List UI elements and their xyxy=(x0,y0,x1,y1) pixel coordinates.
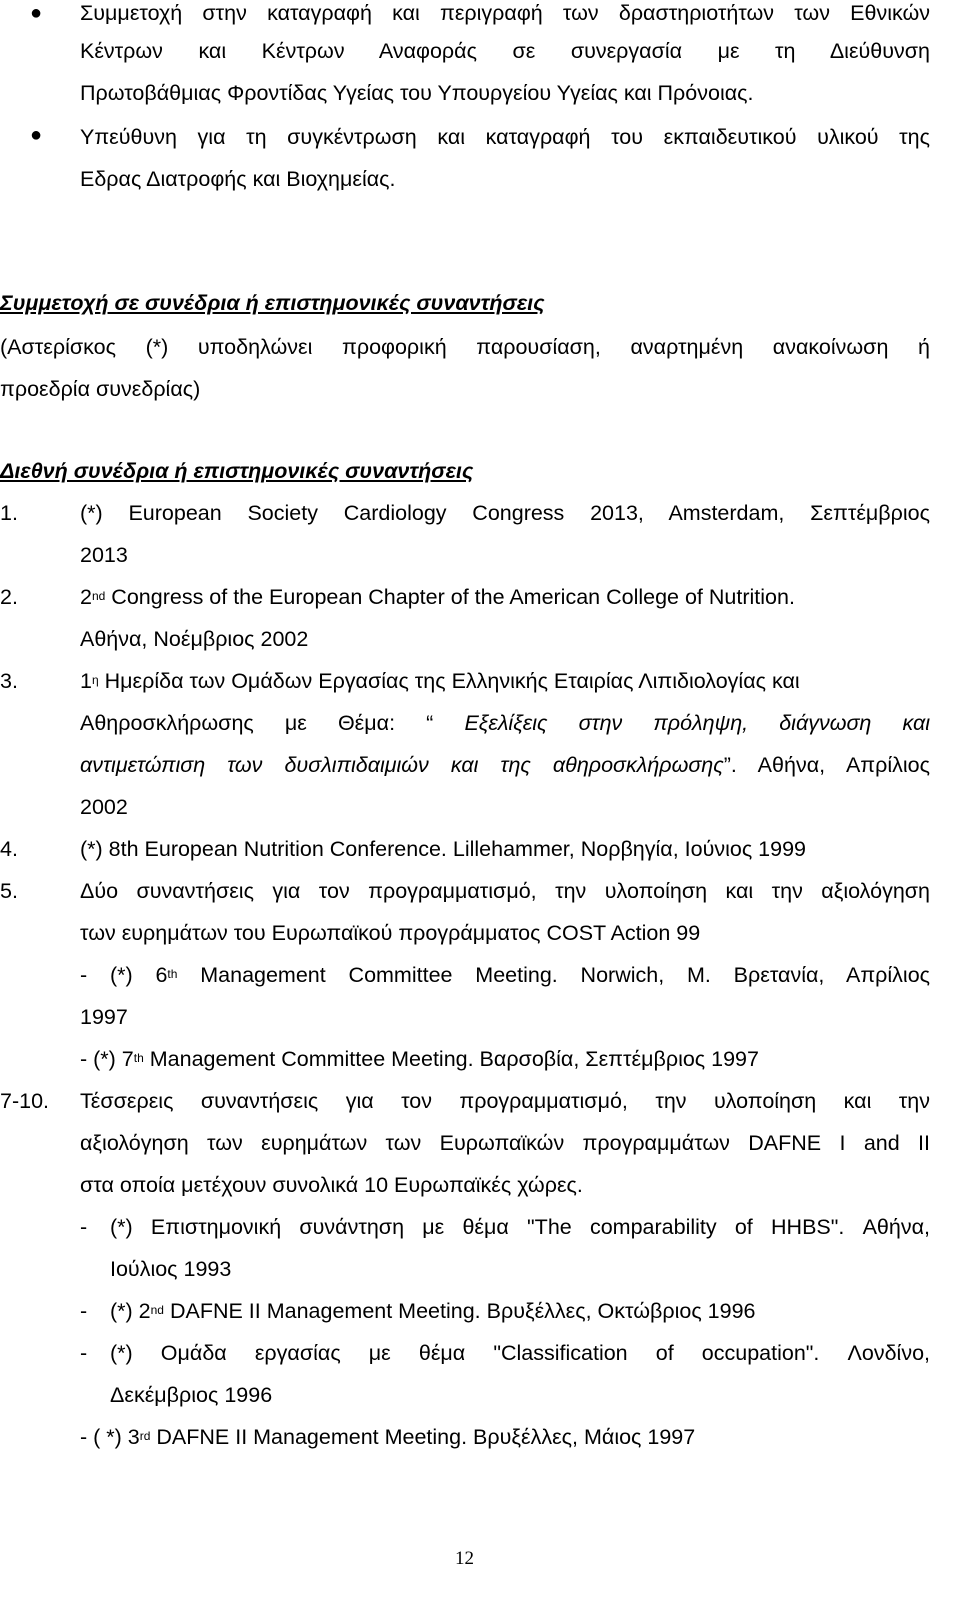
item-4-line-1: (*) 8th European Nutrition Conference. Lillehammer, Νορβηγία, Ιούνιος 1999 xyxy=(80,837,807,861)
item-5-sub-2-text: Management Committee Meeting. Βαρσοβία, Σεπτέμβριος 1997 xyxy=(143,1047,759,1071)
item-3-title: Ημερίδα των Ομάδων Εργασίας της Ελληνικής Εταιρίας Λιπιδιολογίας και xyxy=(98,669,800,693)
item-3-ordinal: 1 xyxy=(80,669,92,693)
subheading: Διεθνή συνέδρια ή επιστημονικές συναντήσεις xyxy=(0,459,474,483)
item-4-number: 4. xyxy=(0,837,18,861)
item-7-10-sub-3-line-2: Δεκέμβριος 1996 xyxy=(110,1383,273,1407)
item-7-10-sub-4-line-1 xyxy=(80,1424,695,1453)
sub-dash: - xyxy=(80,1299,88,1323)
item-7-10-sub-4-text: DAFNE II Management Meeting. Βρυξέλλες, Μάιος 1997 xyxy=(150,1425,696,1449)
item-3-theme-label: Αθηροσκλήρωσης με Θέμα: “ xyxy=(80,711,434,735)
section-heading: Συμμετοχή σε συνέδρια ή επιστημονικές συναντήσεις xyxy=(0,291,545,315)
item-1-line-2: 2013 xyxy=(80,543,128,567)
item-7-10-sub-2-line-1 xyxy=(110,1298,756,1327)
item-3-theme-title-cont: αντιμετώπιση των δυσλιπιδαιμιών και της αθηροσκλήρωσης xyxy=(80,753,724,777)
bullet-2-line-1: Υπεύθυνη για τη συγκέντρωση και καταγραφή του εκπαιδευτικού υλικού της xyxy=(80,125,930,149)
item-7-10-sub-4-lead: - ( *) 3 xyxy=(80,1425,140,1449)
item-7-10-sub-3-line-1: (*) Ομάδα εργασίας με θέμα "Classification of occupation". Λονδίνο, xyxy=(110,1341,930,1365)
note-line-1: (Αστερίσκος (*) υποδηλώνει προφορική παρουσίαση, αναρτημένη ανακοίνωση ή xyxy=(0,335,930,359)
item-3-line-2 xyxy=(80,710,930,736)
item-5-number: 5. xyxy=(0,879,18,903)
item-5-line-1: Δύο συναντήσεις για τον προγραμματισμό, την υλοποίηση και την αξιολόγηση xyxy=(80,879,930,903)
item-2-number: 2. xyxy=(0,585,18,609)
item-2-ordinal-suffix: nd xyxy=(91,589,106,603)
item-5-sub-2-lead: - (*) 7 xyxy=(80,1047,134,1071)
item-7-10-number: 7-10. xyxy=(0,1089,50,1113)
item-2-line-2: Αθήνα, Νοέμβριος 2002 xyxy=(80,627,309,651)
item-1-number: 1. xyxy=(0,501,18,525)
bullet-icon: ● xyxy=(30,124,43,146)
item-7-10-sub-2-suffix: nd xyxy=(150,1303,164,1317)
item-7-10-line-3: στα οποία μετέχουν συνολικά 10 Ευρωπαϊκές χώρες. xyxy=(80,1173,583,1197)
item-5-sub-2-line-1 xyxy=(80,1046,759,1075)
item-5-sub-1-suffix: th xyxy=(167,967,178,981)
item-2-ordinal: 2 xyxy=(80,585,92,609)
item-5-sub-1-line-1 xyxy=(80,962,930,991)
note-line-2: προεδρία συνεδρίας) xyxy=(0,377,201,401)
item-2-title: Congress of the European Chapter of the American College of Nutrition. xyxy=(105,585,795,609)
item-7-10-line-2: αξιολόγηση των ευρημάτων των Ευρωπαϊκών προγραμμάτων DAFNE I and II xyxy=(80,1131,930,1155)
item-5-sub-1-line-2: 1997 xyxy=(80,1005,128,1029)
sub-dash: - xyxy=(80,1341,88,1365)
sub-dash: - xyxy=(80,1215,88,1239)
item-3-number: 3. xyxy=(0,669,18,693)
bullet-1-line-1: Συμμετοχή στην καταγραφή και περιγραφή των δραστηριοτήτων των Εθνικών xyxy=(80,1,930,25)
page-number: 12 xyxy=(455,1548,474,1569)
item-3-theme-title: Εξελίξεις στην πρόληψη, διάγνωση και xyxy=(464,711,930,735)
bullet-2-line-2: Εδρας Διατροφής και Βιοχημείας. xyxy=(80,167,396,191)
item-7-10-sub-1-line-2: Ιούλιος 1993 xyxy=(110,1257,232,1281)
item-7-10-sub-2-lead: (*) 2 xyxy=(110,1299,151,1323)
item-3-ordinal-suffix: η xyxy=(91,673,99,687)
item-2-line-1 xyxy=(80,584,795,613)
item-5-sub-1-lead: - (*) 6 xyxy=(80,963,168,987)
item-3-line-3 xyxy=(80,752,930,778)
item-7-10-sub-2-text: DAFNE II Management Meeting. Βρυξέλλες, Οκτώβριος 1996 xyxy=(163,1299,756,1323)
bullet-icon: ● xyxy=(30,2,43,24)
item-5-sub-2-suffix: th xyxy=(133,1051,144,1065)
item-1-line-1: (*) European Society Cardiology Congress 2013, Amsterdam, Σεπτέμβριος xyxy=(80,501,930,525)
bullet-1-line-3: Πρωτοβάθμιας Φροντίδας Υγείας του Υπουργείου Υγείας και Πρόνοιας. xyxy=(80,81,754,105)
item-3-line-4: 2002 xyxy=(80,795,128,819)
item-7-10-sub-4-suffix: rd xyxy=(139,1429,151,1443)
item-7-10-sub-1-line-1: (*) Επιστημονική συνάντηση με θέμα "The comparability of HHBS". Αθήνα, xyxy=(110,1215,930,1239)
item-3-line-1 xyxy=(80,668,800,697)
item-3-place-date: ”. Αθήνα, Απρίλιος xyxy=(723,753,930,777)
bullet-1-line-2: Κέντρων και Κέντρων Αναφοράς σε συνεργασία με τη Διεύθυνση xyxy=(80,39,930,63)
item-5-sub-1-text: Management Committee Meeting. Norwich, M. Βρετανία, Απρίλιος xyxy=(177,963,931,987)
item-7-10-line-1: Τέσσερεις συναντήσεις για τον προγραμματισμό, την υλοποίηση και την xyxy=(80,1089,930,1113)
item-5-line-2: των ευρημάτων του Ευρωπαϊκού προγράμματος COST Action 99 xyxy=(80,921,701,945)
